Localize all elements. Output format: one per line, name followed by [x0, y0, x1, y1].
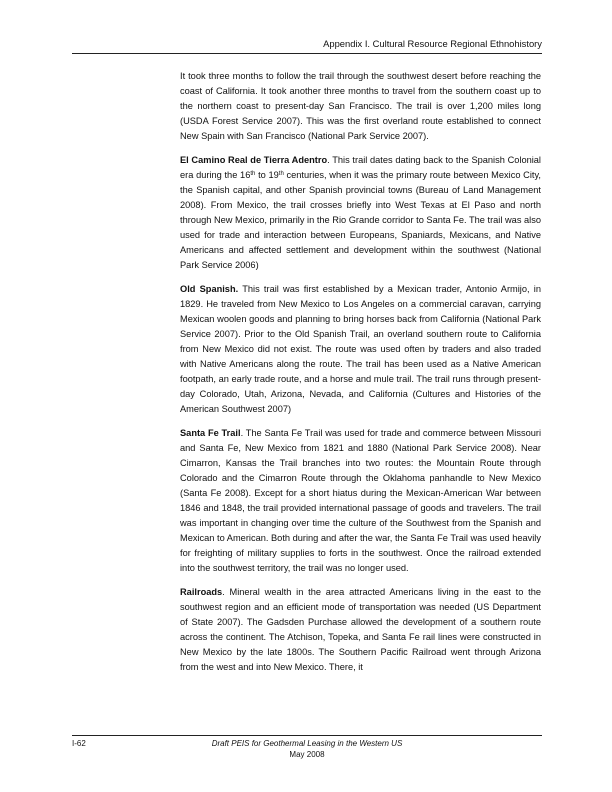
- heading-railroads: Railroads: [180, 587, 223, 597]
- santa-fe-text: . The Santa Fe Trail was used for trade and commerce between Missouri and Santa Fe, New Mexico from 1821 and 1880 (National Park Service 2008). Near Cimarron, Kansas the Trail branches into two routes: the Mountain Route through Colorado and the Cimarron Route through the Oklahoma panhandle to New Mexico (Santa Fe 2008). Except for a short hiatus during the Mexican-American War between 1846 and 1848, the trail provided international passage of goods and travelers. The trail was important in changing over time the culture of the Southwest from the Spanish and Mexican to American. Both during and after the war, the Santa Fe Trail was used heavily for freighting of military supplies to forts in the southwest. Once the railroad extended into the southwest territory, the trail was no longer used.: [180, 428, 541, 573]
- camino-text-1: . This trail dates dating back to the Spanish Colonial era during the 16: [180, 155, 541, 180]
- camino-sup-1: th: [250, 171, 256, 177]
- railroads-text: . Mineral wealth in the area attracted Americans living in the east to the southwest region and an efficient mode of transportation was needed (US Department of State 2007). The Gadsden Purchase allowed the development of a southern route across the continent. The Atchison, Topeka, and Santa Fe rail lines were constructed in New Mexico by the late 1800s. The Southern Pacific Railroad went through Arizona from the west and into New Mexico. There, it: [180, 587, 541, 672]
- heading-old-spanish: Old Spanish.: [180, 284, 239, 294]
- camino-text-2: to 19: [255, 170, 279, 180]
- header-rule: [72, 53, 542, 54]
- paragraph-railroads: [180, 585, 541, 675]
- heading-camino-real: El Camino Real de Tierra Adentro: [180, 155, 328, 165]
- camino-text-3: centuries, when it was the primary route between Mexico City, the Spanish capital, and other Spanish provincial towns (Bureau of Land Management 2008). From Mexico, the trail crosses briefly into West Texas at El Paso and north through New Mexico, primarily in the Rio Grande corridor to Santa Fe. The trail was also used for trade and interaction between Europeans, Spaniards, Mexicans, and Native Americans and affected settlement and development within the southwest (National Park Service 2006): [180, 170, 541, 270]
- paragraph-old-spanish: [180, 282, 541, 417]
- body-text: [180, 69, 541, 684]
- heading-santa-fe: Santa Fe Trail: [180, 428, 241, 438]
- paragraph-santa-fe: [180, 426, 541, 576]
- paragraph-camino-real: [180, 153, 541, 273]
- footer-rule: [72, 735, 542, 736]
- footer-title: Draft PEIS for Geothermal Leasing in the Western US: [211, 739, 403, 748]
- footer-date: May 2008: [289, 750, 325, 759]
- old-spanish-text: This trail was first established by a Mexican trader, Antonio Armijo, in 1829. He traveled from New Mexico to Los Angeles on a commercial caravan, carrying Mexican woolen goods and planning to bring horses back from California (National Park Service 2007). Prior to the Old Spanish Trail, an overland southern route to California from New Mexico did not exist. The route was used often by traders and also traded with Native Americans along the route. The trail has been used as a Native American footpath, an early trade route, and a horse and mule trail. The trail runs through present-day Colorado, Utah, Arizona, Nevada, and California (Cultures and Histories of the American Southwest 2007): [180, 284, 541, 414]
- paragraph-intro: It took three months to follow the trail through the southwest desert before reaching the coast of California. It took another three months to travel from the southern coast up to the northern coast to present-day San Francisco. The trail is over 1,200 miles long (USDA Forest Service 2007). This was the first overland route established to connect New Spain with San Francisco (National Park Service 2007).: [180, 71, 541, 141]
- camino-sup-2: th: [278, 171, 284, 177]
- page-number: I-62: [72, 739, 86, 748]
- running-header: Appendix I. Cultural Resource Regional Ethnohistory: [323, 38, 542, 49]
